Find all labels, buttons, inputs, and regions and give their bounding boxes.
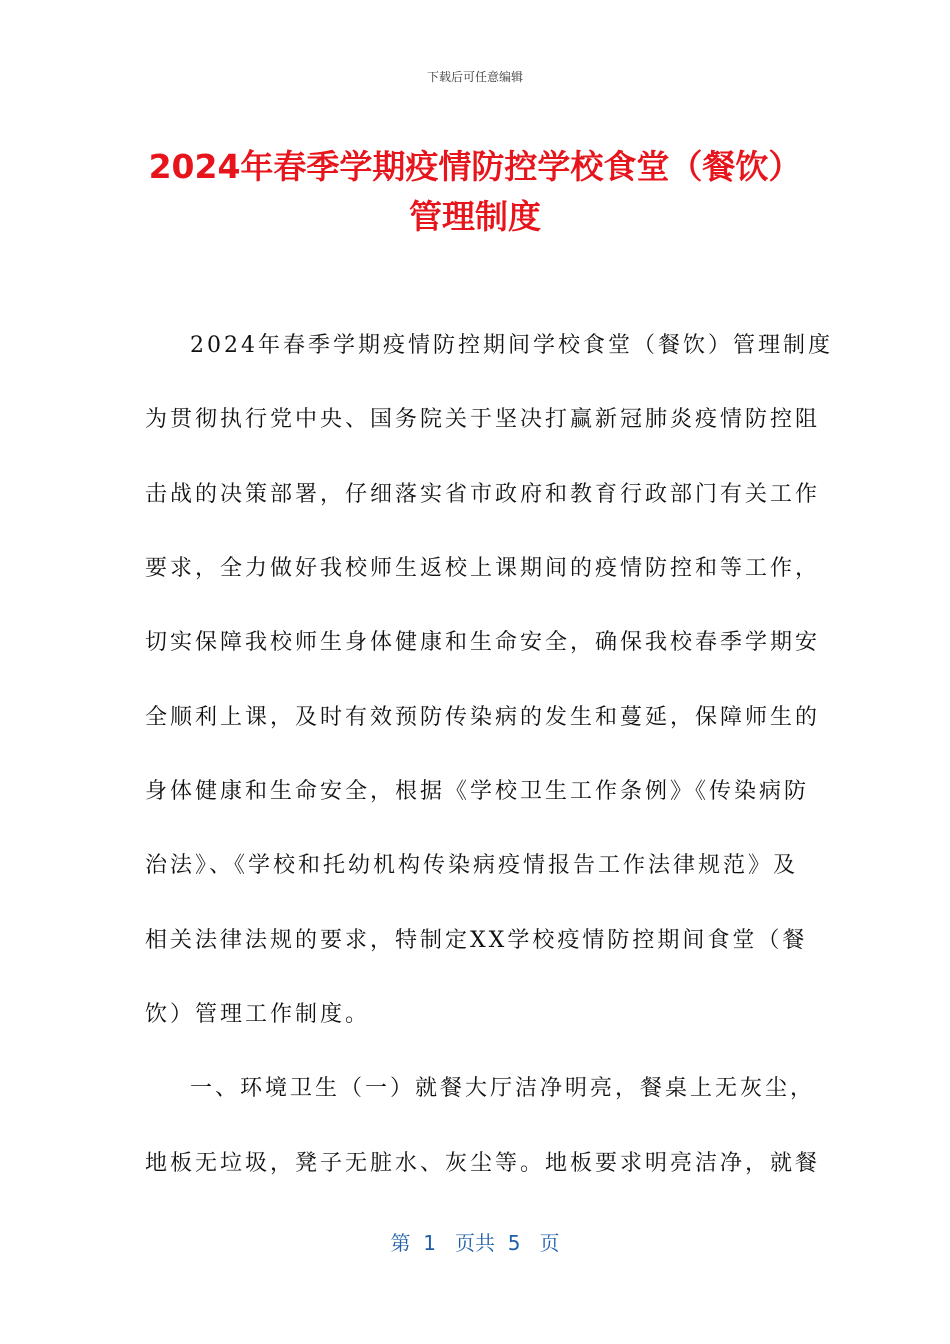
body-line: 全顺利上课，及时有效预防传染病的发生和蔓延，保障师生的 [145,705,821,730]
body-line: 地板无垃圾，凳子无脏水、灰尘等。地板要求明亮洁净，就餐 [145,1151,821,1176]
header-note: 下载后可任意编辑 [426,70,523,84]
body-line: 身体健康和生命安全，根据《学校卫生工作条例》《传染病防 [145,779,810,804]
body-line: 饮）管理工作制度。 [145,1002,371,1027]
body-line: 切实保障我校师生身体健康和生命安全，确保我校春季学期安 [145,630,821,655]
body-line: 治法》、《学校和托幼机构传染病疫情报告工作法律规范》及 [145,853,799,878]
body-line: 击战的决策部署，仔细落实省市政府和教育行政部门有关工作 [145,482,821,507]
body-line: 要求，全力做好我校师生返校上课期间的疫情防控和等工作， [145,556,821,581]
body-line: 相关法律法规的要求，特制定XX学校疫情防控期间食堂（餐 [145,928,808,953]
body-line: 一、环境卫生（一）就餐大厅洁净明亮，餐桌上无灰尘， [190,1076,816,1101]
page-footer: 第 1 页共 5 页 [390,1231,560,1255]
title-line-1: 2024年春季学期疫情防控学校食堂（餐饮） [148,147,802,186]
body-line: 2024年春季学期疫情防控期间学校食堂（餐饮）管理制度 [190,333,833,358]
body-line: 为贯彻执行党中央、国务院关于坚决打赢新冠肺炎疫情防控阻 [145,407,821,432]
title-line-2: 管理制度 [409,197,541,236]
